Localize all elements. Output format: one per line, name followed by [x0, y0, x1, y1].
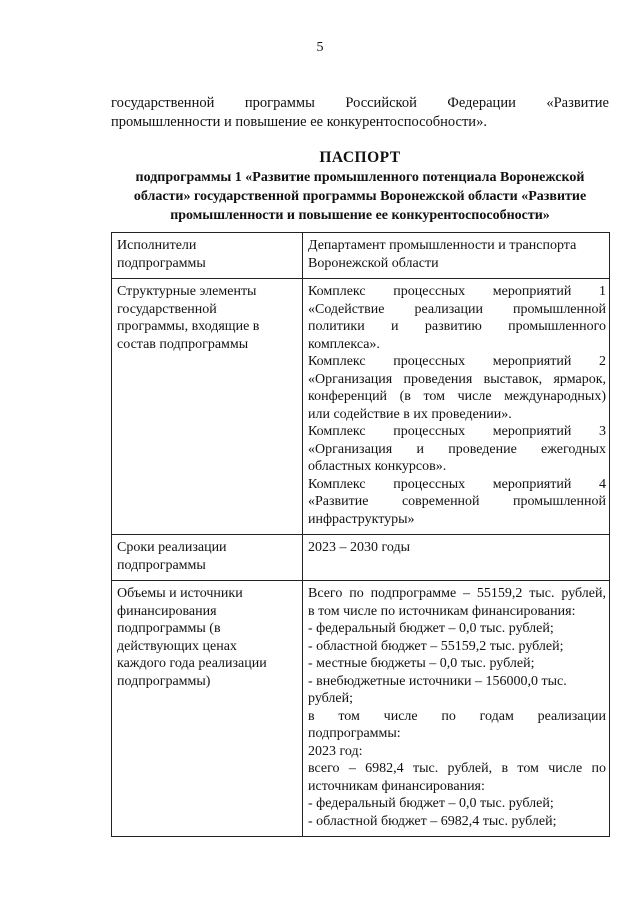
- row-value-cell: [303, 279, 610, 535]
- row-value-line: Комплекс процессных мероприятий 1: [308, 284, 606, 299]
- row-value-cell: [303, 535, 610, 581]
- row-value-line: политики и развитию промышленного: [308, 319, 606, 334]
- row-label-line: программы, входящие в: [117, 319, 260, 334]
- row-label-line: подпрограммы (в: [117, 621, 221, 636]
- row-value-line: 2023 – 2030 годы: [308, 540, 411, 555]
- row-value-line: конференций (в том числе международных): [308, 389, 606, 404]
- row-value-line: - федеральный бюджет – 0,0 тыс. рублей;: [308, 621, 554, 636]
- passport-title: [111, 148, 609, 225]
- intro-line-2: промышленности и повышение ее конкурентоспособности».: [111, 114, 487, 130]
- row-value-line: Комплекс процессных мероприятий 2: [308, 354, 606, 369]
- row-label-line: подпрограммы: [117, 557, 206, 573]
- row-value-line: в том числе по источникам финансирования:: [308, 603, 576, 619]
- row-value-line: инфраструктуры»: [308, 511, 415, 527]
- row-value-line: - местные бюджеты – 0,0 тыс. рублей;: [308, 656, 535, 671]
- row-value-line: Комплекс процессных мероприятий 3: [308, 424, 606, 439]
- title-main: ПАСПОРТ: [319, 149, 401, 166]
- row-value-line: всего – 6982,4 тыс. рублей, в том числе по: [308, 761, 606, 776]
- table-row: [112, 279, 610, 535]
- row-value-line: «Организация проведения выставок, ярмарок,: [308, 371, 606, 387]
- row-value-line: Всего по подпрограмме – 55159,2 тыс. рублей,: [308, 586, 606, 601]
- table-row: [112, 535, 610, 581]
- row-value-line: 2023 год:: [308, 743, 363, 759]
- title-sub-line: промышленности и повышение ее конкурентоспособности»: [170, 208, 550, 223]
- row-value-line: комплекса».: [308, 336, 380, 352]
- row-label-cell: [112, 581, 303, 837]
- row-label-line: финансирования: [117, 603, 217, 619]
- row-value-line: областных конкурсов».: [308, 459, 447, 474]
- page-number: 5: [316, 40, 324, 55]
- row-value-line: в том числе по годам реализации: [308, 708, 606, 724]
- row-value-line: - федеральный бюджет – 0,0 тыс. рублей;: [308, 796, 554, 811]
- row-value-line: «Развитие современной промышленной: [308, 494, 606, 509]
- row-label-cell: [112, 233, 303, 279]
- row-value-line: Комплекс процессных мероприятий 4: [308, 476, 606, 492]
- row-value-line: - внебюджетные источники – 156000,0 тыс.: [308, 673, 567, 689]
- row-value-line: «Организация и проведение ежегодных: [308, 441, 606, 457]
- row-value-line: Воронежской области: [308, 255, 439, 271]
- row-label-line: состав подпрограммы: [117, 336, 249, 352]
- row-value-line: рублей;: [308, 691, 353, 706]
- title-sub-line: подпрограммы 1 «Развитие промышленного потенциала Воронежской: [135, 170, 585, 185]
- row-label-line: каждого года реализации: [117, 656, 267, 671]
- intro-line-1: [111, 94, 609, 113]
- row-label-line: Исполнители: [117, 238, 197, 253]
- intro-word: программы: [244, 95, 315, 111]
- table-row: [112, 233, 610, 279]
- row-label-line: подпрограммы): [117, 673, 211, 689]
- intro-word: «Развитие: [546, 95, 609, 111]
- table-row: [112, 581, 610, 837]
- row-value-line: или содействие в их проведении».: [308, 406, 512, 422]
- intro-word: государственной: [111, 95, 215, 111]
- row-value-line: «Содействие реализации промышленной: [308, 301, 606, 317]
- intro-word: Федерации: [447, 95, 516, 111]
- row-value-line: - областной бюджет – 6982,4 тыс. рублей;: [308, 813, 557, 829]
- row-value-line: подпрограммы:: [308, 726, 401, 741]
- row-label-cell: [112, 279, 303, 535]
- title-sub-line: области» государственной программы Воронежской области «Развитие: [133, 189, 587, 204]
- row-value-line: Департамент промышленности и транспорта: [308, 238, 577, 253]
- passport-table: [111, 232, 610, 837]
- row-label-line: Объемы и источники: [117, 586, 243, 601]
- row-value-cell: [303, 233, 610, 279]
- row-value-cell: [303, 581, 610, 837]
- row-value-line: источникам финансирования:: [308, 778, 485, 794]
- intro-paragraph: [111, 94, 609, 132]
- row-label-line: Сроки реализации: [117, 540, 227, 555]
- row-label-line: действующих ценах: [117, 638, 237, 654]
- row-label-line: Структурные элементы: [117, 284, 257, 299]
- row-label-line: государственной: [117, 301, 217, 317]
- intro-word: Российской: [345, 95, 417, 111]
- row-value-line: - областной бюджет – 55159,2 тыс. рублей;: [308, 638, 564, 654]
- row-label-line: подпрограммы: [117, 255, 206, 271]
- row-label-cell: [112, 535, 303, 581]
